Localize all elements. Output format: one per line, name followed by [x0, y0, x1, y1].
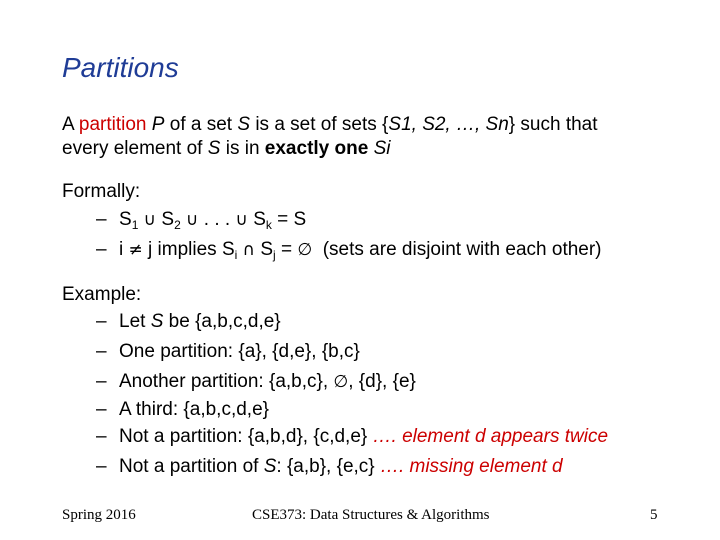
missing-element-note: …. missing element d [379, 456, 563, 477]
definition-line-2: every element of S is in exactly one Si [62, 138, 391, 159]
slide-title: Partitions [62, 52, 179, 83]
appears-twice-note: …. element d appears twice [372, 426, 609, 447]
example-bullet-1: Let S be {a,b,c,d,e} [119, 311, 281, 332]
footer-date: Spring 2016 [62, 507, 136, 523]
bullet-dash: – [96, 311, 107, 332]
page-number: 5 [650, 507, 658, 523]
exactly-one-emphasis: exactly one [264, 138, 369, 159]
bullet-dash: – [96, 399, 107, 420]
example-bullet-2: One partition: {a}, {d,e}, {b,c} [119, 341, 360, 362]
example-bullet-5: Not a partition: {a,b,d}, {c,d,e} …. element d appears twice [119, 426, 609, 447]
example-bullet-4: A third: {a,b,c,d,e} [119, 399, 269, 420]
bullet-dash: – [96, 371, 107, 392]
definition-line-1: A partition P of a set S is a set of sets {S1, S2, …, Sn} such that [62, 114, 598, 135]
example-bullet-6: Not a partition of S: {a,b}, {e,c} …. missing element d [119, 456, 563, 477]
formal-bullet-disjoint: i ≠ j implies $S_i$ ∩ $S_j$ = ∅ (sets are disjoint with each other) [119, 239, 602, 262]
footer-course: CSE373: Data Structures & Algorithms [252, 507, 490, 523]
bullet-dash: – [96, 426, 107, 447]
example-bullet-3: Another partition: {a,b,c}, ∅, {d}, {e} [119, 371, 416, 392]
formal-bullet-union: $S_1$ ∪ $S_2$ ∪ . . . ∪ $S_k = S$ [119, 209, 307, 232]
bullet-dash: – [96, 341, 107, 362]
bullet-dash: – [96, 456, 107, 477]
partition-term: partition [78, 114, 147, 135]
bullet-dash: – [96, 209, 107, 230]
formally-heading: Formally: [62, 181, 141, 202]
example-heading: Example: [62, 284, 142, 305]
bullet-dash: – [96, 239, 107, 260]
